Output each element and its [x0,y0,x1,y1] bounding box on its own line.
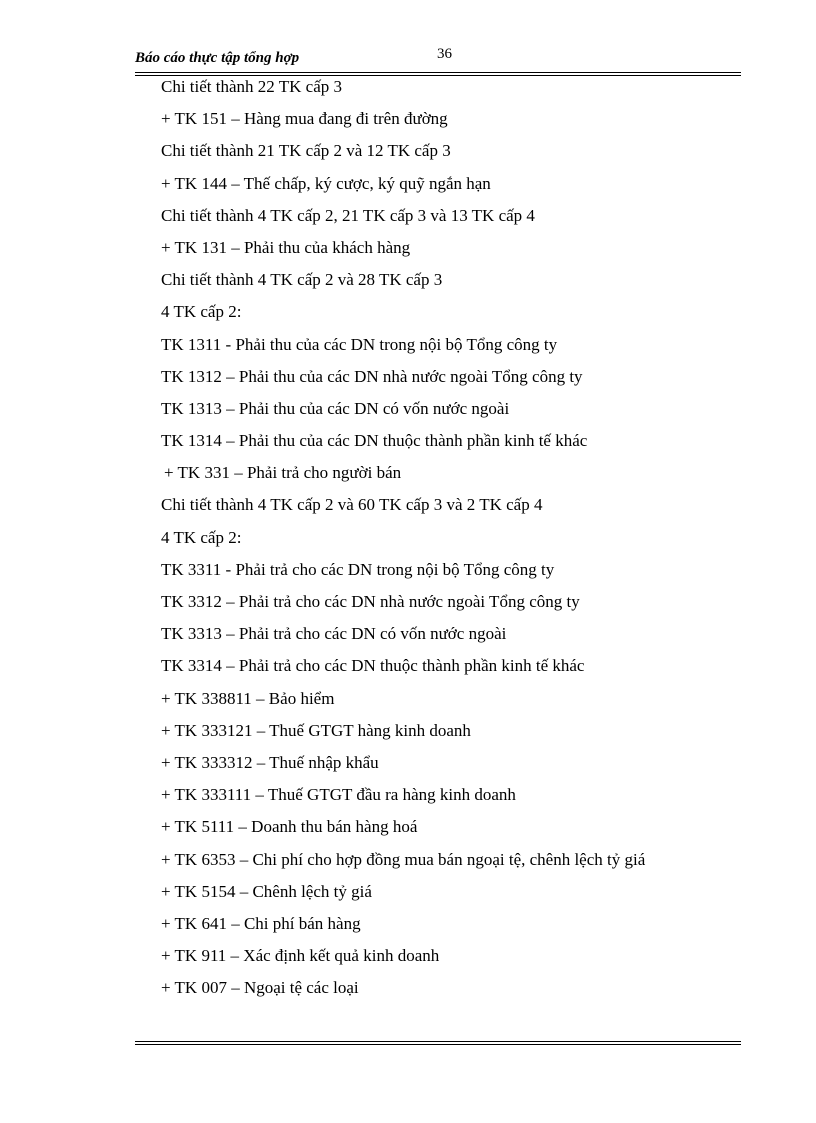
text-line: TK 3312 – Phải trả cho các DN nhà nước ngoài Tổng công ty [161,592,580,611]
text-line: + TK 333111 – Thuế GTGT đầu ra hàng kinh doanh [161,785,516,805]
text-line: + TK 333312 – Thuế nhập khẩu [161,752,379,772]
text-line: + TK 911 – Xác định kết quả kinh doanh [161,946,440,966]
text-line: + TK 131 – Phải thu của khách hàng [161,237,411,257]
text-line: TK 1313 – Phải thu của các DN có vốn nước ngoài [161,398,510,418]
page-header [135,46,741,70]
text-line: 4 TK cấp 2: [161,302,242,322]
text-line: TK 1312 – Phải thu của các DN nhà nước ngoài Tổng công ty [161,366,583,386]
text-line: TK 3314 – Phải trả cho các DN thuộc thành phần kinh tế khác [161,656,585,676]
text-line: Chi tiết thành 4 TK cấp 2 và 60 TK cấp 3 và 2 TK cấp 4 [161,495,543,515]
text-line: + TK 333121 – Thuế GTGT hàng kinh doanh [161,720,471,740]
text-line: TK 1314 – Phải thu của các DN thuộc thành phần kinh tế khác [161,431,588,451]
text-line: + TK 151 – Hàng mua đang đi trên đường [161,109,448,129]
text-line: + TK 144 – Thế chấp, ký cược, ký quỹ ngắn hạn [161,173,491,193]
text-line: Chi tiết thành 4 TK cấp 2, 21 TK cấp 3 và 13 TK cấp 4 [161,205,535,225]
text-line: + TK 007 – Ngoại tệ các loại [161,978,359,998]
text-line: 4 TK cấp 2: [161,527,242,547]
text-line: TK 3313 – Phải trả cho các DN có vốn nước ngoài [161,624,507,644]
footer-rule [135,1041,741,1045]
text-line: + TK 641 – Chi phí bán hàng [161,913,361,933]
text-line: + TK 5154 – Chênh lệch tỷ giá [161,881,372,901]
text-line: Chi tiết thành 22 TK cấp 3 [161,77,342,96]
text-line: Chi tiết thành 4 TK cấp 2 và 28 TK cấp 3 [161,270,443,290]
text-line: TK 1311 - Phải thu của các DN trong nội bộ Tổng công ty [161,334,558,354]
text-line: + TK 5111 – Doanh thu bán hàng hoá [161,817,418,837]
text-line: + TK 331 – Phải trả cho người bán [164,463,402,483]
document-body [161,74,751,1007]
text-line: + TK 338811 – Bảo hiểm [161,688,335,708]
text-line: TK 3311 - Phải trả cho các DN trong nội bộ Tổng công ty [161,559,555,579]
page-number: 36 [437,46,452,62]
header-title: Báo cáo thực tập tổng hợp [135,50,300,66]
text-line: + TK 6353 – Chi phí cho hợp đồng mua bán ngoại tệ, chênh lệch tỷ giá [161,849,646,869]
text-line: Chi tiết thành 21 TK cấp 2 và 12 TK cấp 3 [161,141,451,161]
